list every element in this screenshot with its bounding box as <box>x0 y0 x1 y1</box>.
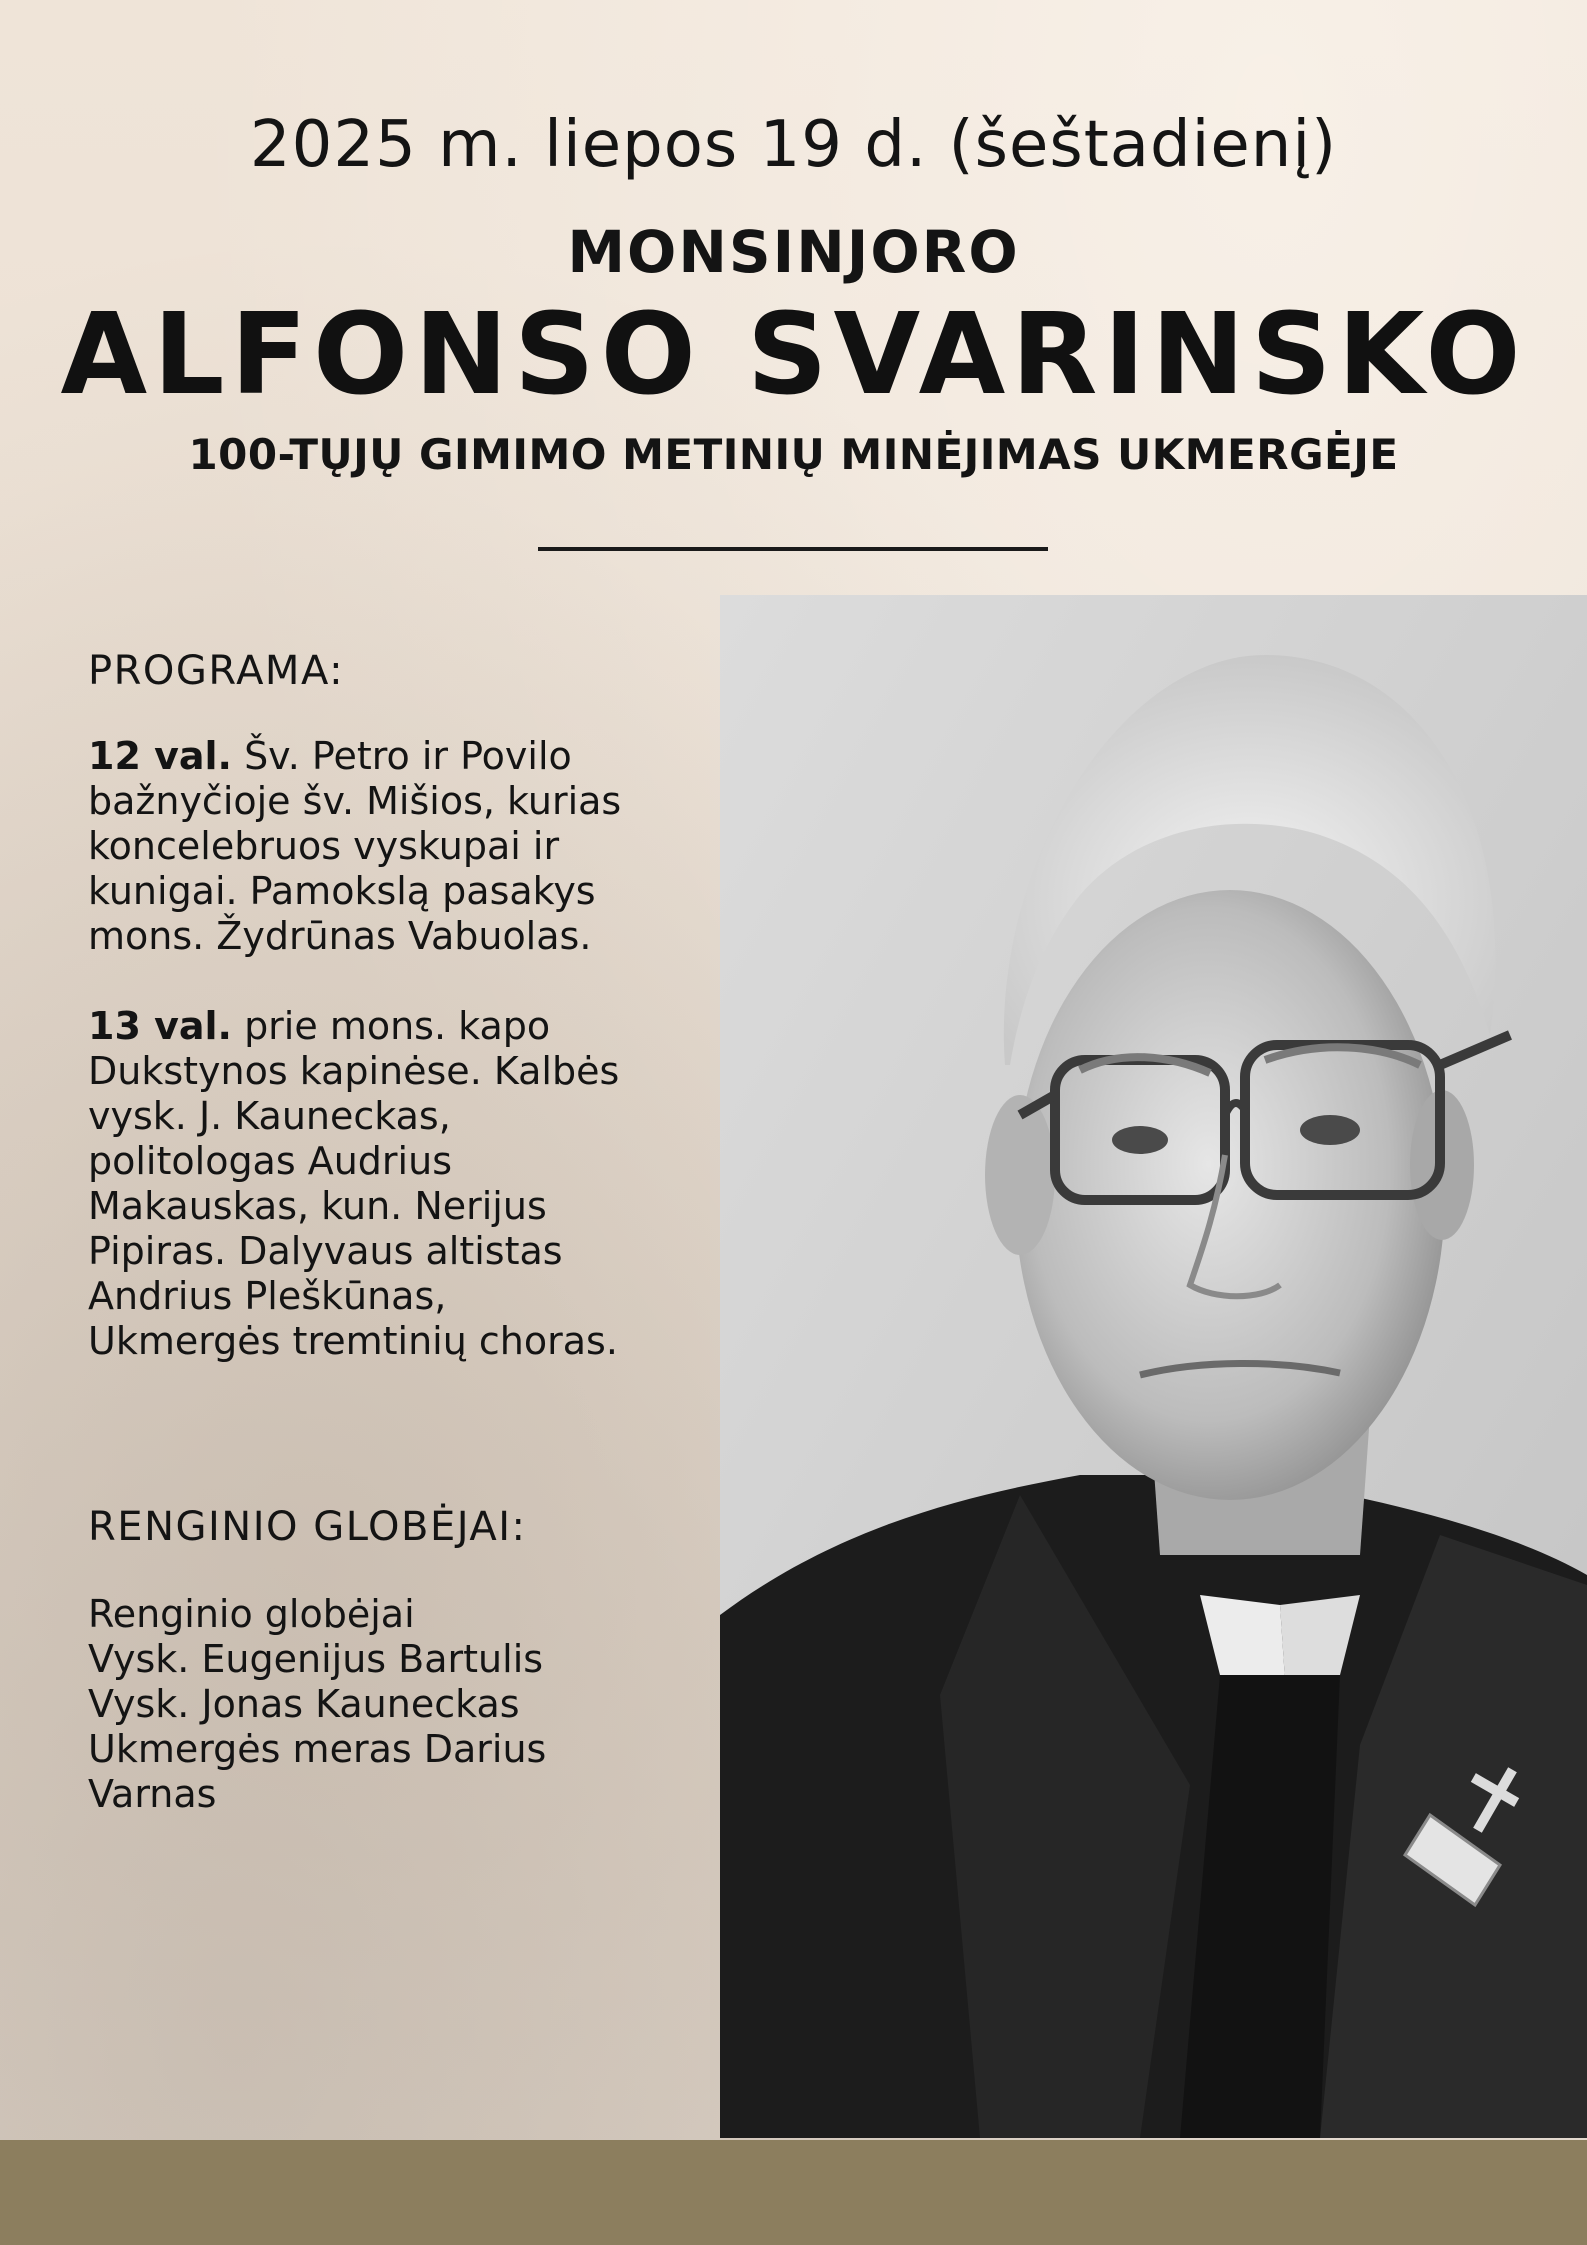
program-item-1-line: koncelebruos vyskupai ir <box>88 824 560 868</box>
program-item-2-line: Ukmergės tremtinių choras. <box>88 1319 618 1363</box>
program-item-2-line: Dukstynos kapinėse. Kalbės <box>88 1049 620 1093</box>
event-subtitle: 100-TŲJŲ GIMIMO METINIŲ MINĖJIMAS UKMERGĖJE <box>188 430 1399 479</box>
program-item-1-line: kunigai. Pamokslą pasakys <box>88 869 596 913</box>
title-name: ALFONSO SVARINSKO <box>60 290 1527 420</box>
program-item-1-line: bažnyčioje šv. Mišios, kurias <box>88 779 622 823</box>
program-item-1-line: Šv. Petro ir Povilo <box>231 734 572 778</box>
title-pretitle: MONSINJORO <box>567 218 1020 286</box>
program-item-2-line: Andrius Pleškūnas, <box>88 1274 447 1318</box>
program-item-2-time: 13 val. <box>88 1004 232 1048</box>
program-item-1-line: mons. Žydrūnas Vabuolas. <box>88 914 592 958</box>
program-heading: PROGRAMA: <box>88 648 345 694</box>
event-date: 2025 m. liepos 19 d. (šeštadienį) <box>249 108 1338 182</box>
program-item-2-line: vysk. J. Kauneckas, <box>88 1094 451 1138</box>
program-item-2 <box>88 1004 698 1364</box>
patron-line: Renginio globėjai <box>88 1592 415 1636</box>
program-item-1-time: 12 val. <box>88 734 232 778</box>
program-item-2-line: politologas Audrius <box>88 1139 452 1183</box>
program-item-2-line: Makauskas, kun. Nerijus <box>88 1184 547 1228</box>
program-item-2-line: prie mons. kapo <box>231 1004 551 1048</box>
patrons-heading: RENGINIO GLOBĖJAI: <box>88 1504 527 1550</box>
patrons-list <box>88 1592 698 1817</box>
patron-line: Vysk. Jonas Kauneckas <box>88 1682 520 1726</box>
program-item-2-line: Pipiras. Dalyvaus altistas <box>88 1229 563 1273</box>
patron-line: Ukmergės meras Darius <box>88 1727 547 1771</box>
program-section <box>88 648 698 1364</box>
program-item-1 <box>88 734 698 959</box>
footer-band <box>0 2140 1587 2245</box>
title-divider <box>538 547 1048 551</box>
patron-line: Varnas <box>88 1772 217 1816</box>
portrait-photo <box>720 595 1587 2138</box>
patron-line: Vysk. Eugenijus Bartulis <box>88 1637 544 1681</box>
patrons-section <box>88 1504 698 1817</box>
